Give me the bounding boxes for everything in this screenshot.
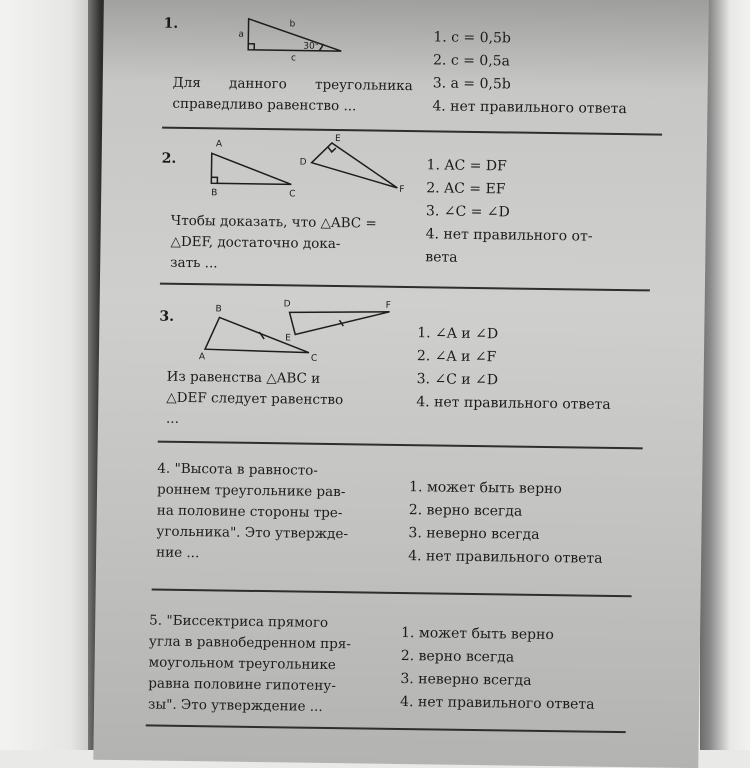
text-line: ... [165, 410, 180, 427]
divider [158, 441, 643, 450]
triangle-figures-3 [199, 293, 400, 366]
triangle-def [289, 310, 389, 335]
question-number: 3. [159, 308, 175, 325]
question-text: Для данного треугольника справедливо равенство ... [172, 74, 413, 115]
option-4[interactable]: 4. нет правильного ответа [416, 394, 611, 413]
text-line: ние ... [156, 544, 200, 562]
option-4[interactable]: 4. нет правильного от- [425, 226, 593, 245]
text-line-first: "Биссектриса прямого [166, 612, 329, 631]
option-2[interactable]: 2. AC = EF [426, 180, 506, 198]
option-2[interactable]: 2. c = 0,5a [432, 52, 511, 70]
text-line: Чтобы доказать, что △ABC = [170, 212, 377, 232]
label-a: a [238, 29, 245, 40]
option-4[interactable]: 4. нет правильного ответа [400, 693, 595, 713]
option-3[interactable]: 3. a = 0,5b [432, 75, 511, 93]
option-1[interactable]: 1. может быть верно [409, 479, 562, 498]
text-line: △DEF следует равенство [166, 389, 344, 409]
text-line: моугольном треугольнике [148, 654, 336, 674]
label-C: C [289, 189, 296, 200]
text-line: угольника". Это утвержде- [156, 523, 349, 543]
option-3[interactable]: 3. ∠C = ∠D [425, 203, 510, 221]
label-F: F [399, 184, 405, 195]
label-angle: 30° [303, 41, 320, 52]
question-text [166, 367, 402, 433]
option-1[interactable]: 1. c = 0,5b [433, 29, 512, 47]
label-C: C [310, 353, 318, 364]
option-2[interactable]: 2. ∠A и ∠F [416, 348, 497, 366]
text-line: зать ... [170, 254, 218, 272]
question-text [148, 610, 385, 718]
label-F: F [385, 300, 391, 311]
label-B: B [215, 304, 222, 315]
option-1[interactable]: 1. может быть верно [400, 624, 554, 644]
label-c: c [291, 53, 297, 64]
text-line-first: "Высота в равносто- [174, 460, 319, 479]
question-number: 4. [157, 460, 171, 477]
option-1[interactable]: 1. AC = DF [426, 157, 507, 175]
label-E: E [285, 333, 291, 344]
question-number: 2. [161, 150, 177, 167]
label-A: A [198, 352, 206, 363]
label-b: b [289, 19, 296, 30]
option-3[interactable]: 3. неверно всегда [400, 670, 532, 689]
option-4-continued: вета [425, 249, 458, 266]
option-3[interactable]: 3. неверно всегда [408, 525, 540, 543]
worksheet-page [93, 0, 709, 768]
triangle-abc [205, 317, 309, 352]
divider [160, 283, 650, 292]
label-A: A [215, 139, 223, 150]
background-wall [0, 0, 100, 750]
triangle-def [311, 143, 398, 188]
right-angle-mark [248, 44, 254, 50]
answer-options [432, 26, 628, 121]
label-D: D [299, 157, 307, 168]
answer-options [408, 476, 604, 571]
text-line: угла в равнобедренном пря- [148, 633, 351, 653]
label-B: B [211, 188, 218, 199]
option-4[interactable]: 4. нет правильного ответа [432, 98, 627, 118]
answer-options [416, 322, 612, 417]
question-text [156, 459, 393, 567]
answer-options [400, 622, 596, 717]
text-line: на половине стороны тре- [156, 502, 343, 522]
question-number: 5. [149, 612, 163, 629]
answer-options [425, 154, 593, 271]
question-text [170, 211, 416, 277]
background-right [700, 0, 750, 750]
text-line: зы". Это утверждение ... [147, 696, 323, 715]
triangle-abc [211, 153, 291, 184]
triangle-figures-2 [201, 133, 422, 206]
option-2[interactable]: 2. верно всегда [400, 647, 515, 666]
triangle-figure-1 [223, 13, 354, 63]
option-2[interactable]: 2. верно всегда [408, 502, 523, 520]
right-angle-mark [211, 177, 217, 183]
option-4[interactable]: 4. нет правильного ответа [408, 548, 603, 567]
right-angle-mark [328, 147, 336, 152]
label-E: E [334, 134, 341, 145]
option-1[interactable]: 1. ∠A и ∠D [417, 325, 499, 343]
text-line: △DEF, достаточно дока- [170, 233, 341, 253]
text-line: роннем треугольнике рав- [156, 481, 346, 501]
option-3[interactable]: 3. ∠C и ∠D [416, 371, 499, 389]
divider [152, 589, 632, 598]
text-line: Из равенства △ABC и [166, 368, 321, 387]
divider [146, 724, 626, 733]
label-D: D [283, 299, 291, 310]
question-number: 1. [163, 15, 179, 32]
text-line: равна половине гипотену- [148, 675, 336, 695]
